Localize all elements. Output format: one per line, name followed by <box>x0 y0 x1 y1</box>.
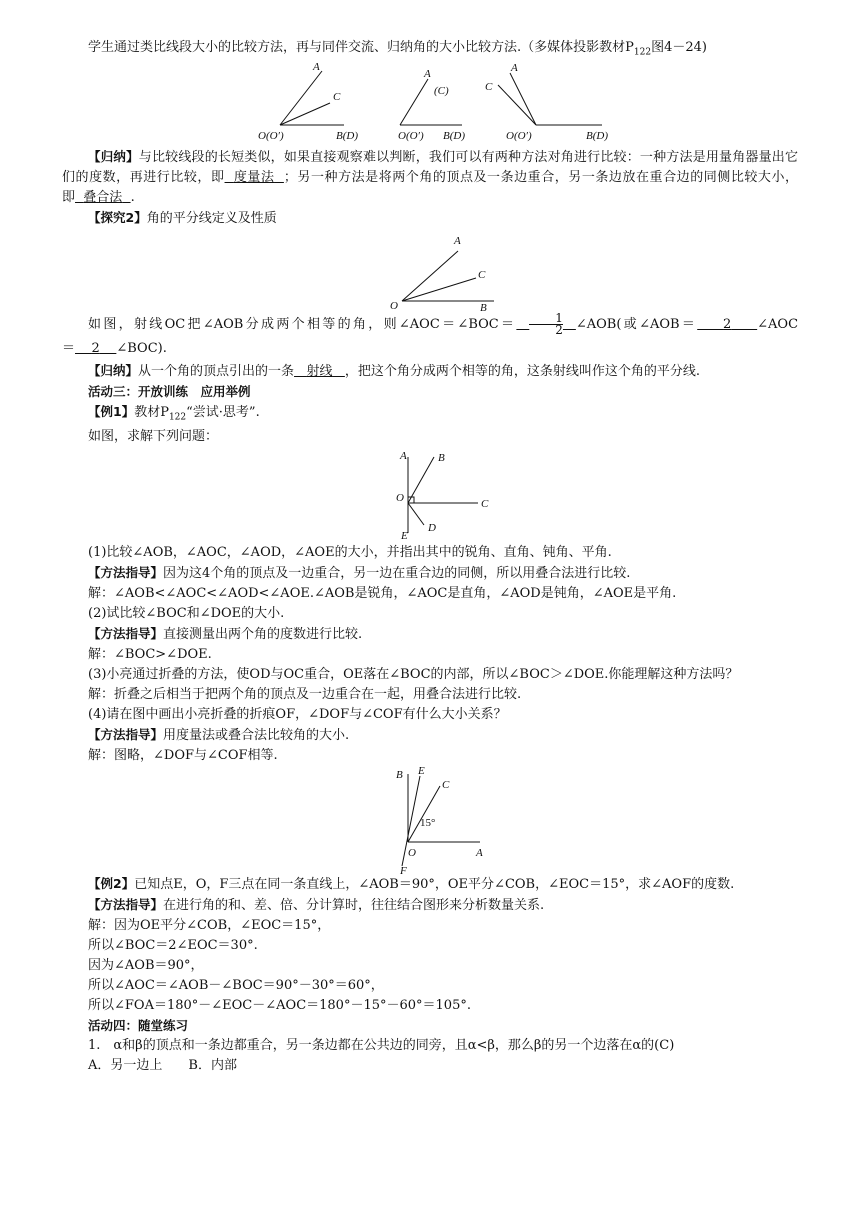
label-o: O(O′) <box>258 129 284 142</box>
solution-line: 所以∠AOC＝∠AOB－∠BOC＝90°－30°＝60°， <box>88 978 384 994</box>
diagram-c <box>485 63 608 142</box>
diagram-a <box>258 63 358 142</box>
ray-od <box>408 503 424 525</box>
guide-4: 【方法指导】用度量法或叠合法比较角的大小. <box>88 727 350 744</box>
example-1-heading: 【例1】教材$P_{122}“$尝试·思考”. <box>88 403 260 423</box>
label-e: E <box>418 766 425 778</box>
ray-oa <box>400 79 428 125</box>
question-4: (4)请在图中画出小亮折叠的折痕OF，∠DOF与∠COF有什么大小关系？ <box>88 707 507 723</box>
ray-ob <box>408 457 434 503</box>
intro-paragraph: 学生通过类比线段大小的比较方法，再与同伴交流、归纳角的大小比较方法.（多媒体投影教材$P_{122}$图4－24) <box>88 40 707 58</box>
diagram-b <box>398 68 465 142</box>
answer-measure-method: 度量法 <box>233 169 275 185</box>
label-o: O <box>396 492 404 505</box>
label-b: B(D) <box>336 129 358 142</box>
activity-3-heading: 活动三：开放训练 应用举例 <box>88 383 251 399</box>
solution-3: 解：折叠之后相当于把两个角的顶点及一边重合在一起，用叠合法进行比较. <box>88 687 522 703</box>
guide-1: 【方法指导】因为这4个角的顶点及一边重合，另一边在重合边的同侧，所以用叠合法进行比较. <box>88 565 631 582</box>
label-o: O <box>408 847 416 860</box>
question-1: (1)比较∠AOB，∠AOC，∠AOD，∠AOE的大小，并指出其中的锐角、直角、钝角、平角. <box>88 545 612 561</box>
answer-blank-2: 2 <box>91 340 100 356</box>
guide-2: 【方法指导】直接测量出两个角的度数进行比较. <box>88 626 363 643</box>
label-a: A <box>476 847 483 860</box>
label-c: C <box>442 779 450 792</box>
figure-angle-comparison <box>62 63 798 147</box>
practice-1: 1. α和β的顶点和一条边都重合，另一条边都在公共边的同旁，且α<β，那么β的另一个边落在α的(C) <box>88 1038 675 1054</box>
label-d: D <box>428 522 436 535</box>
label-b: B(D) <box>443 129 465 142</box>
solution-2: 解：∠BOC>∠DOE. <box>88 647 212 663</box>
ray-oc <box>280 103 330 125</box>
guide-5: 【方法指导】在进行角的和、差、倍、分计算时，往往结合图形来分析数量关系. <box>88 897 545 914</box>
summary-1: 【归纳】与比较线段的长短类似，如果直接观察难以判断，我们可以有两种方法对角进行比较：一种方法是用量角器量出它们的度数，再进行比较，即 度量法 ；另一种方法是将两个角的顶点及一条边重合，另一条边放在重合边的同侧比较大小，即 叠合法 . <box>62 148 798 205</box>
label-a: A <box>313 62 320 73</box>
label-b: B <box>438 452 445 465</box>
bisector-statement: 如图，射线OC把∠AOB分成两个相等的角，则∠AOC＝∠BOC＝ $\frac{1}{2}$ ∠AOB(或∠AOB＝ 2 ∠AOC＝ 2 ∠BOC). <box>62 310 799 356</box>
answer-ray: 射线 <box>306 363 333 379</box>
fraction-one-half: $\frac{1}{2}$ <box>529 313 563 336</box>
answer-blank-1: 2 <box>723 316 732 332</box>
solution-line: 所以∠FOA＝180°－∠EOC－∠AOC＝180°－15°－60°＝105°. <box>88 998 471 1014</box>
solution-1: 解：∠AOB<∠AOC<∠AOD<∠AOE.∠AOB是锐角，∠AOC是直角，∠AOD是钝角，∠AOE是平角. <box>88 586 677 602</box>
ray-oc <box>402 278 476 301</box>
label-e: E <box>401 530 408 543</box>
label-c: C <box>481 498 489 511</box>
solution-line: 因为∠AOB＝90°， <box>88 958 204 974</box>
figure-angle-bisector <box>62 229 798 313</box>
label-o: O(O′) <box>398 129 424 142</box>
ray-oc <box>498 85 536 125</box>
label-b: B <box>396 769 403 782</box>
ray-oa <box>510 73 536 125</box>
label-a: A <box>454 234 461 247</box>
label-c: (C) <box>434 84 449 97</box>
label-a: A <box>424 67 431 80</box>
label-a: A <box>511 62 518 74</box>
solution-line: 所以∠BOC＝2∠EOC＝30°. <box>88 938 258 954</box>
practice-1-options: A．另一边上 B．内部 <box>88 1058 237 1074</box>
question-3: (3)小亮通过折叠的方法，使OD与OC重合，OE落在∠BOC的内部，所以∠BOC＞∠DOE.你能理解这种方法吗？ <box>88 667 739 683</box>
label-f: F <box>400 865 407 875</box>
example-1-question: 如图，求解下列问题： <box>88 429 219 445</box>
label-o: O(O′) <box>506 129 532 142</box>
activity-4-heading: 活动四：随堂练习 <box>88 1018 189 1034</box>
ray-oa <box>280 71 322 125</box>
ray-oa <box>402 251 458 301</box>
summary-2: 【归纳】从一个角的顶点引出的一条 射线 ，把这个角分成两个相等的角，这条射线叫作这个角的平分线. <box>88 362 700 379</box>
label-b: B <box>480 301 487 313</box>
explore-2-heading: 【探究2】角的平分线定义及性质 <box>88 209 277 226</box>
example-2: 【例2】已知点E，O，F三点在同一条直线上，∠AOB＝90°，OE平分∠COB，∠EOC＝15°，求∠AOF的度数. <box>88 876 735 893</box>
document-page <box>62 38 798 1076</box>
question-2: (2)试比较∠BOC和∠DOE的大小. <box>88 606 285 622</box>
figure-example-2 <box>62 766 798 874</box>
solution-4: 解：图略，∠DOF与∠COF相等. <box>88 748 278 764</box>
label-c: C <box>485 80 493 93</box>
label-a: A <box>400 450 407 463</box>
label-c: C <box>478 268 486 281</box>
label-o: O <box>390 299 398 312</box>
label-c: C <box>333 90 341 103</box>
figure-example-1 <box>62 447 798 543</box>
answer-overlap-method: 叠合法 <box>83 189 123 205</box>
label-b: B(D) <box>586 129 608 142</box>
solution-line: 解：因为OE平分∠COB，∠EOC＝15°， <box>88 918 331 934</box>
label-angle-15: 15° <box>420 817 436 830</box>
